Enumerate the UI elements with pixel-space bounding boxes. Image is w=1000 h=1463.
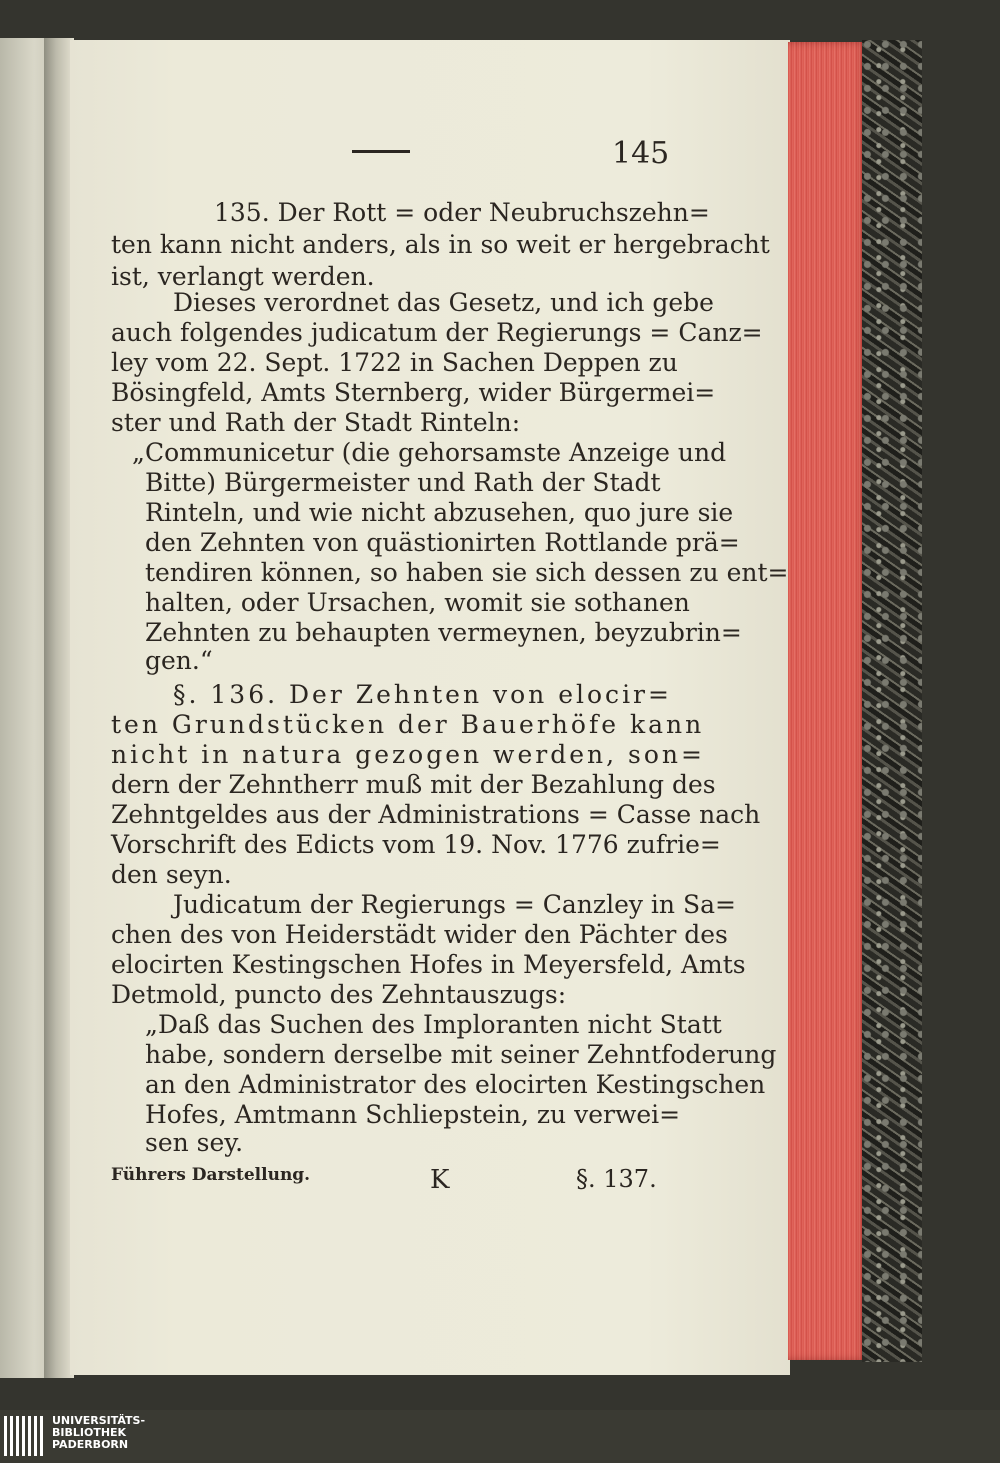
section-heading-136: §. 136. Der Zehnten von elocir= — [173, 680, 672, 709]
text-line: ten kann nicht anders, als in so weit er hergebracht — [111, 230, 770, 259]
catchword: §. 137. — [576, 1165, 657, 1193]
text-line: Zehnten zu behaupten vermeynen, beyzubrin= — [145, 618, 742, 647]
text-line: Bösingfeld, Amts Sternberg, wider Bürgermei= — [111, 378, 716, 407]
text-line: Zehntgeldes aus der Administrations = Casse nach — [111, 800, 761, 829]
library-logo-text — [52, 1415, 145, 1451]
text-line: sen sey. — [145, 1128, 244, 1157]
text-line: gen.“ — [145, 646, 213, 675]
text-line: elocirten Kestingschen Hofes in Meyersfeld, Amts — [111, 950, 746, 979]
text-line: auch folgendes judicatum der Regierungs = Canz= — [111, 318, 763, 347]
text-line: ley vom 22. Sept. 1722 in Sachen Deppen zu — [111, 348, 678, 377]
text-line: ten Grundstücken der Bauerhöfe kann — [111, 710, 705, 739]
text-line: Judicatum der Regierungs = Canzley in Sa= — [173, 890, 736, 919]
logo-line: BIBLIOTHEK — [52, 1426, 127, 1439]
text-line: habe, sondern derselbe mit seiner Zehntfoderung — [145, 1040, 777, 1069]
logo-line: UNIVERSITÄTS- — [52, 1414, 146, 1427]
text-line: „Communicetur (die gehorsamste Anzeige und — [132, 438, 727, 467]
text-line: Vorschrift des Edicts vom 19. Nov. 1776 zufrie= — [111, 830, 721, 859]
sheet-mark: K — [430, 1165, 450, 1195]
text-line: Detmold, puncto des Zehntauszugs: — [111, 980, 567, 1009]
text-line: Rinteln, und wie nicht abzusehen, quo jure sie — [145, 498, 734, 527]
library-logo-strip — [0, 1410, 1000, 1463]
header-rule — [352, 150, 410, 153]
text-line: tendiren können, so haben sie sich dessen zu ent= — [145, 558, 789, 587]
library-logo-icon — [4, 1416, 44, 1456]
logo-line: PADERBORN — [52, 1438, 129, 1451]
text-line: an den Administrator des elocirten Kestingschen — [145, 1070, 766, 1099]
text-line: chen des von Heiderstädt wider den Pächter des — [111, 920, 728, 949]
footer-signature: Führers Darstellung. — [111, 1165, 311, 1185]
text-line: den seyn. — [111, 860, 232, 889]
text-line: ist, verlangt werden. — [111, 262, 375, 291]
text-line: ster und Rath der Stadt Rinteln: — [111, 408, 521, 437]
text-line: nicht in natura gezogen werden, son= — [111, 740, 705, 769]
text-line: halten, oder Ursachen, womit sie sothanen — [145, 588, 690, 617]
text-line: 135. Der Rott = oder Neubruchszehn= — [214, 198, 710, 227]
text-line: den Zehnten von quästionirten Rottlande prä= — [145, 528, 740, 557]
page-number: 145 — [612, 136, 670, 171]
text-line: Bitte) Bürgermeister und Rath der Stadt — [145, 468, 661, 497]
text-line: Hofes, Amtmann Schliepstein, zu verwei= — [145, 1100, 681, 1129]
text-line: „Daß das Suchen des Imploranten nicht Statt — [145, 1010, 722, 1039]
text-line: dern der Zehntherr muß mit der Bezahlung des — [111, 770, 716, 799]
text-line: Dieses verordnet das Gesetz, und ich gebe — [173, 288, 714, 317]
